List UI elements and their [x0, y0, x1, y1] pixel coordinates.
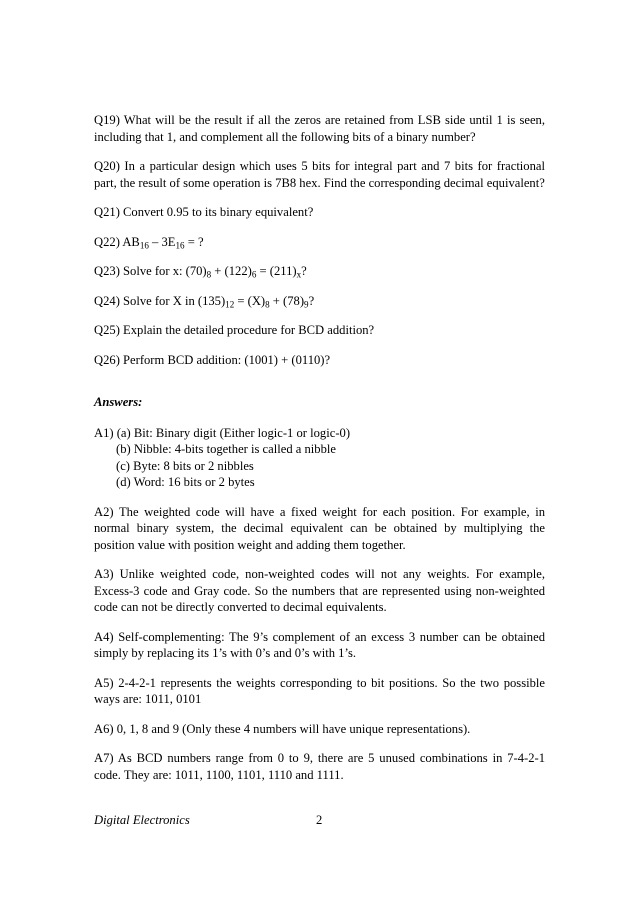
question-19: Q19) What will be the result if all the zeros are retained from LSB side until 1 is seen, including that 1, and complement all the following bits of a binary number?	[94, 113, 545, 144]
answers-heading: Answers:	[94, 395, 143, 409]
answer-6: A6) 0, 1, 8 and 9 (Only these 4 numbers will have unique representations).	[94, 721, 471, 736]
answer-2: A2) The weighted code will have a fixed weight for each position. For example, in normal binary system, the decimal equivalent can be obtained by multiplying the position value with position weight and adding them together.	[94, 504, 545, 552]
answer-1	[94, 425, 545, 491]
page-number: 2	[316, 813, 323, 827]
answer-4: A4) Self-complementing: The 9’s complement of an excess 3 number can be obtained simply by replacing its 1’s with 0’s and 0’s with 1’s.	[94, 629, 545, 660]
question-20: Q20) In a particular design which uses 5 bits for integral part and 7 bits for fractional part, the result of some operation is 7B8 hex. Find the corresponding decimal equivalent?	[94, 159, 545, 190]
question-21: Q21) Convert 0.95 to its binary equivalent?	[94, 205, 314, 219]
answer-3: A3) Unlike weighted code, non-weighted codes will not any weights. For example, Excess-3 code and Gray code. So the numbers that are represented using non-weighted code can not be directly converted to decimal equivalents.	[94, 567, 545, 614]
question-26: Q26) Perform BCD addition: (1001) + (0110)?	[94, 352, 331, 367]
question-22: Q22) $AB_{16} - 3E_{16}$ = ?	[94, 234, 204, 250]
question-23: Q23) Solve for x: $(70)_8 + (122)_6 = (211)_x$?	[94, 264, 307, 280]
answer-5: A5) 2-4-2-1 represents the weights corresponding to bit positions. So the two possible ways are: 1011, 0101	[94, 675, 545, 706]
answer-1-line: (b) Nibble: 4-bits together is called a nibble	[116, 442, 336, 456]
answer-1-line: (c) Byte: 8 bits or 2 nibbles	[116, 458, 254, 473]
question-24: Q24) Solve for X in $(135)_{12} = (X)_8 + (78)_9$?	[94, 293, 315, 309]
footer-title: Digital Electronics	[94, 813, 190, 827]
answer-1-line: (d) Word: 16 bits or 2 bytes	[116, 475, 255, 489]
answer-1-line: A1) (a) Bit: Binary digit (Either logic-1 or logic-0)	[94, 425, 351, 440]
document-body	[94, 112, 545, 796]
question-25: Q25) Explain the detailed procedure for BCD addition?	[94, 323, 375, 337]
answer-7: A7) As BCD numbers range from 0 to 9, there are 5 unused combinations in 7-4-2-1 code. They are: 1011, 1100, 1101, 1110 and 1111.	[94, 751, 545, 782]
